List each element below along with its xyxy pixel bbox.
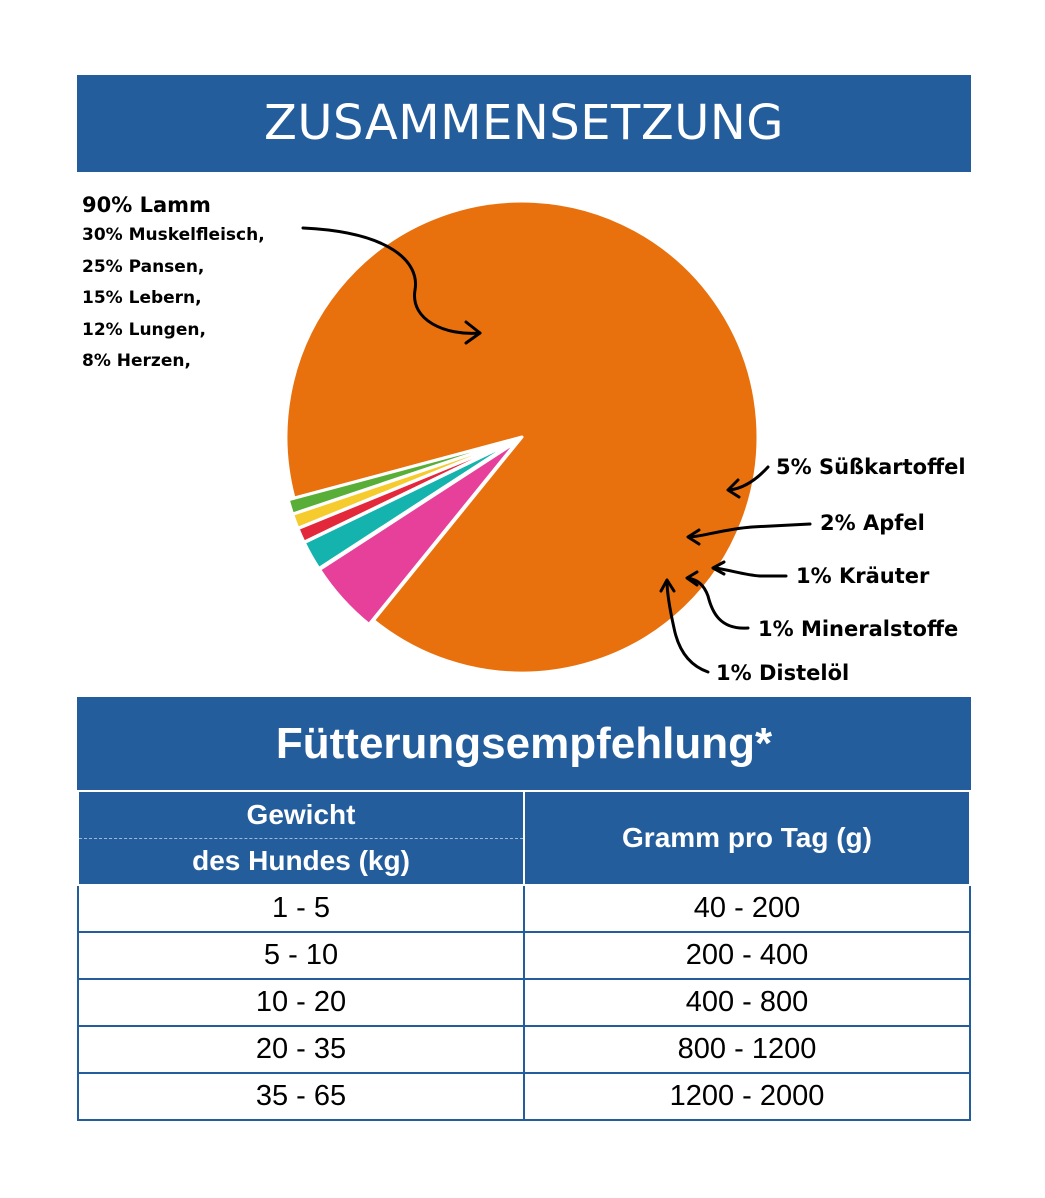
- label-distel: 1% Distelöl: [716, 661, 850, 685]
- lamm-part: 8% Herzen,: [82, 351, 191, 371]
- feeding-title: Fütterungsempfehlung*: [77, 697, 971, 790]
- weight-cell: 1 - 5: [78, 885, 524, 932]
- lamm-part: 12% Lungen,: [82, 319, 206, 340]
- table-row: [78, 885, 970, 932]
- weight-cell: 35 - 65: [78, 1073, 524, 1120]
- composition-title: ZUSAMMENSETZUNG: [77, 75, 971, 172]
- grams-cell: 200 - 400: [524, 932, 970, 979]
- pie-slices: [286, 201, 758, 673]
- weight-cell: 10 - 20: [78, 979, 524, 1026]
- label-apfel: 2% Apfel: [820, 511, 925, 535]
- lamm-part: 30% Muskelfleisch,: [82, 225, 265, 245]
- table-row: [78, 932, 970, 979]
- weight-header-line2: des Hundes (kg): [192, 845, 410, 877]
- grams-column-header: Gramm pro Tag (g): [524, 791, 970, 885]
- label-kraeuter: 1% Kräuter: [796, 564, 930, 588]
- weight-cell: 20 - 35: [78, 1026, 524, 1073]
- grams-cell: 40 - 200: [524, 885, 970, 932]
- weight-header-line1: Gewicht: [79, 792, 523, 839]
- weight-column-header: [78, 791, 524, 885]
- table-row: [78, 1026, 970, 1073]
- grams-cell: 400 - 800: [524, 979, 970, 1026]
- feeding-table: [77, 790, 971, 1121]
- grams-cell: 800 - 1200: [524, 1026, 970, 1073]
- table-header-row: [78, 791, 970, 885]
- arrow-kraeuter: [715, 568, 786, 576]
- lamm-title: 90% Lamm: [82, 193, 211, 217]
- lamm-part: 15% Lebern,: [82, 288, 202, 308]
- feeding-table-section: [77, 697, 971, 1121]
- table-row: [78, 979, 970, 1026]
- table-row: [78, 1073, 970, 1120]
- grams-cell: 1200 - 2000: [524, 1073, 970, 1120]
- label-mineralstoffe: 1% Mineralstoffe: [758, 617, 959, 641]
- label-suesskartoffel: 5% Süßkartoffel: [776, 455, 966, 479]
- weight-cell: 5 - 10: [78, 932, 524, 979]
- lamm-part: 25% Pansen,: [82, 256, 205, 277]
